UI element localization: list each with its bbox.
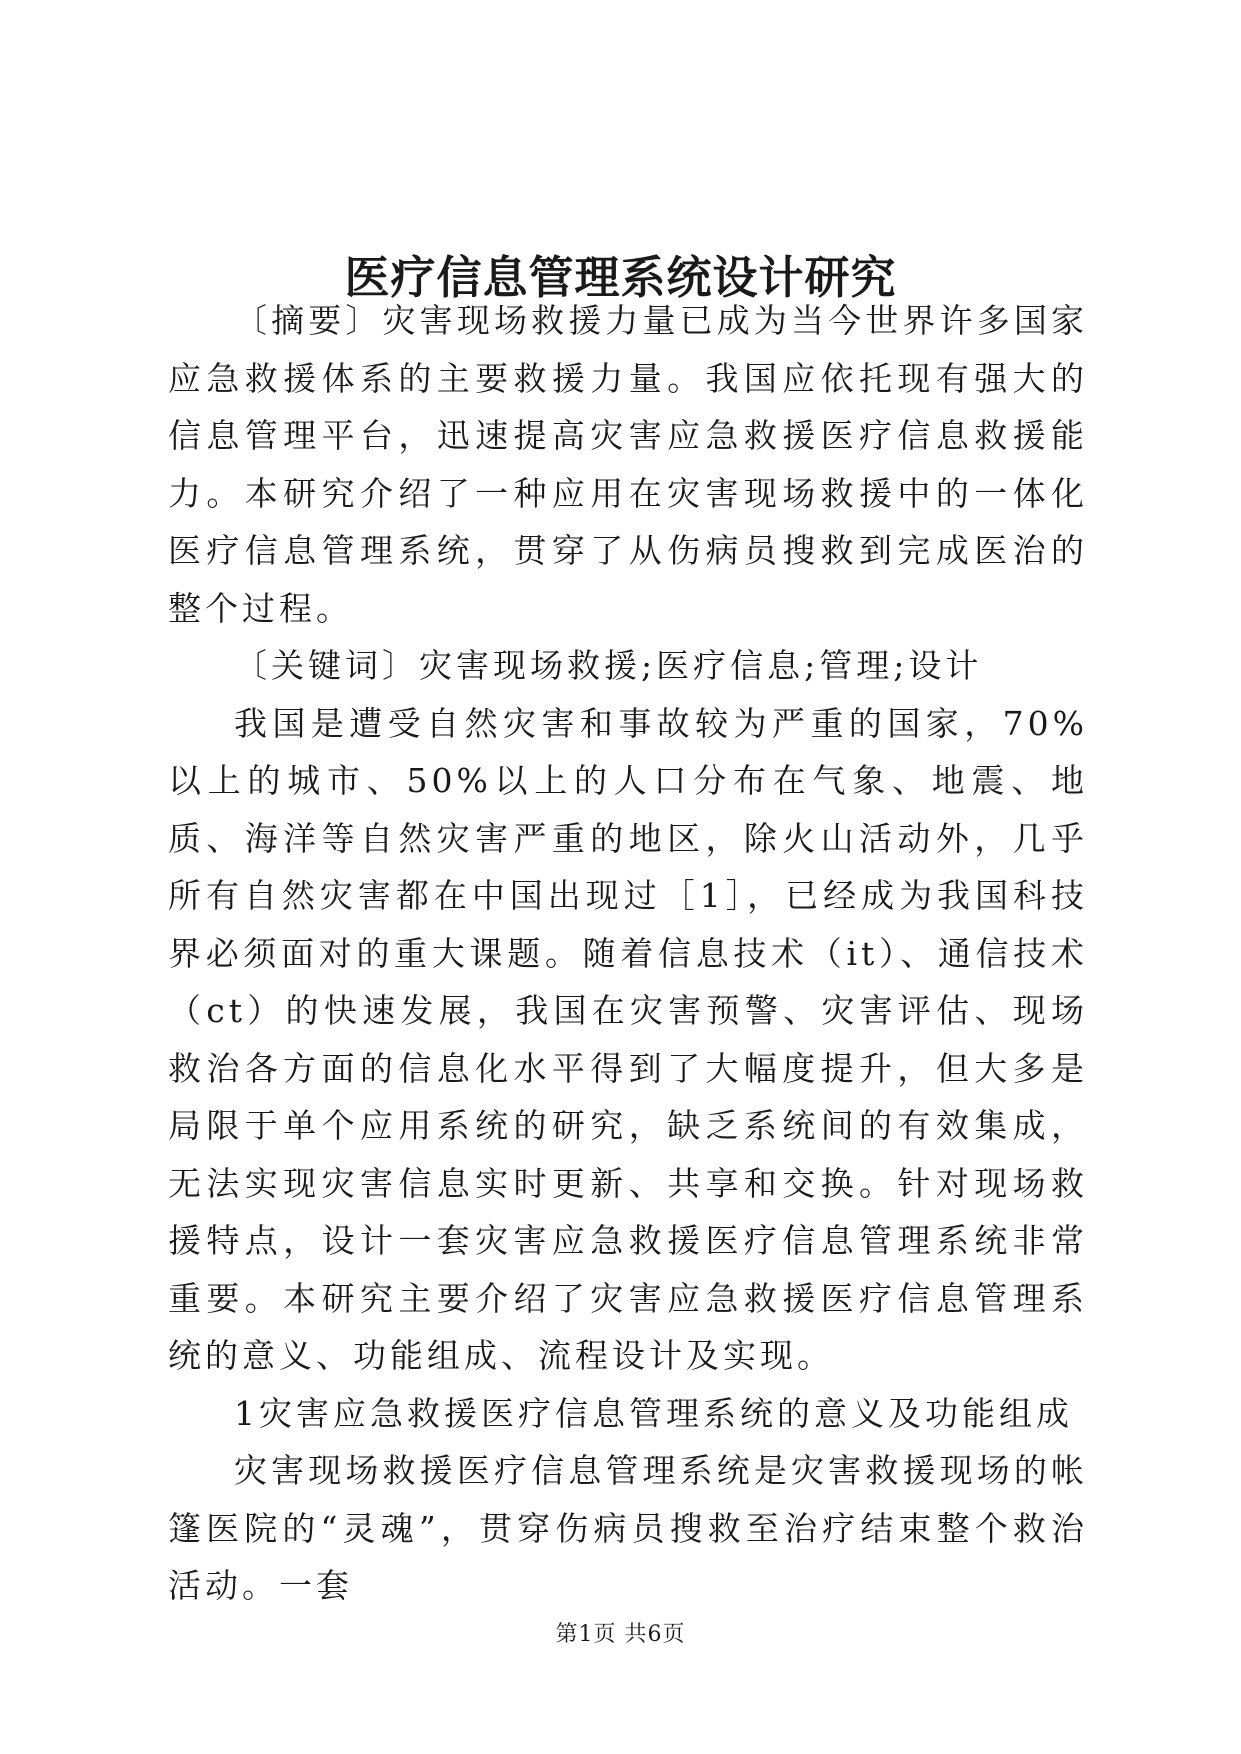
- introduction-paragraph: 我国是遭受自然灾害和事故较为严重的国家，70%以上的城市、50%以上的人口分布在气象、地震、地质、海洋等自然灾害严重的地区，除火山活动外，几乎所有自然灾害都在中国出现过［1］，已经成为我国科技界必须面对的重大课题。随着信息技术（it）、通信技术（ct）的快速发展，我国在灾害预警、灾害评估、现场救治各方面的信息化水平得到了大幅度提升，但大多是局限于单个应用系统的研究，缺乏系统间的有效集成，无法实现灾害信息实时更新、共享和交换。针对现场救援特点，设计一套灾害应急救援医疗信息管理系统非常重要。本研究主要介绍了灾害应急救援医疗信息管理系统的意义、功能组成、流程设计及实现。: [168, 703, 1088, 1375]
- document-body: [168, 292, 1088, 1615]
- document-title: 医疗信息管理系统设计研究: [344, 251, 897, 305]
- keywords-paragraph: 〔关键词〕灾害现场救援;医疗信息;管理;设计: [234, 646, 983, 685]
- page-footer: 第1页 共6页: [555, 1622, 686, 1647]
- section-heading: 1灾害应急救援医疗信息管理系统的意义及功能组成: [234, 1393, 1073, 1433]
- section-paragraph: 灾害现场救援医疗信息管理系统是灾害救援现场的帐篷医院的“灵魂”，贯穿伤病员搜救至治疗结束整个救治活动。一套: [168, 1451, 1088, 1605]
- abstract-paragraph: 〔摘要〕灾害现场救援力量已成为当今世界许多国家应急救援体系的主要救援力量。我国应依托现有强大的信息管理平台，迅速提高灾害应急救援医疗信息救援能力。本研究介绍了一种应用在灾害现场救援中的一体化医疗信息管理系统，贯穿了从伤病员搜救到完成医治的整个过程。: [168, 301, 1088, 628]
